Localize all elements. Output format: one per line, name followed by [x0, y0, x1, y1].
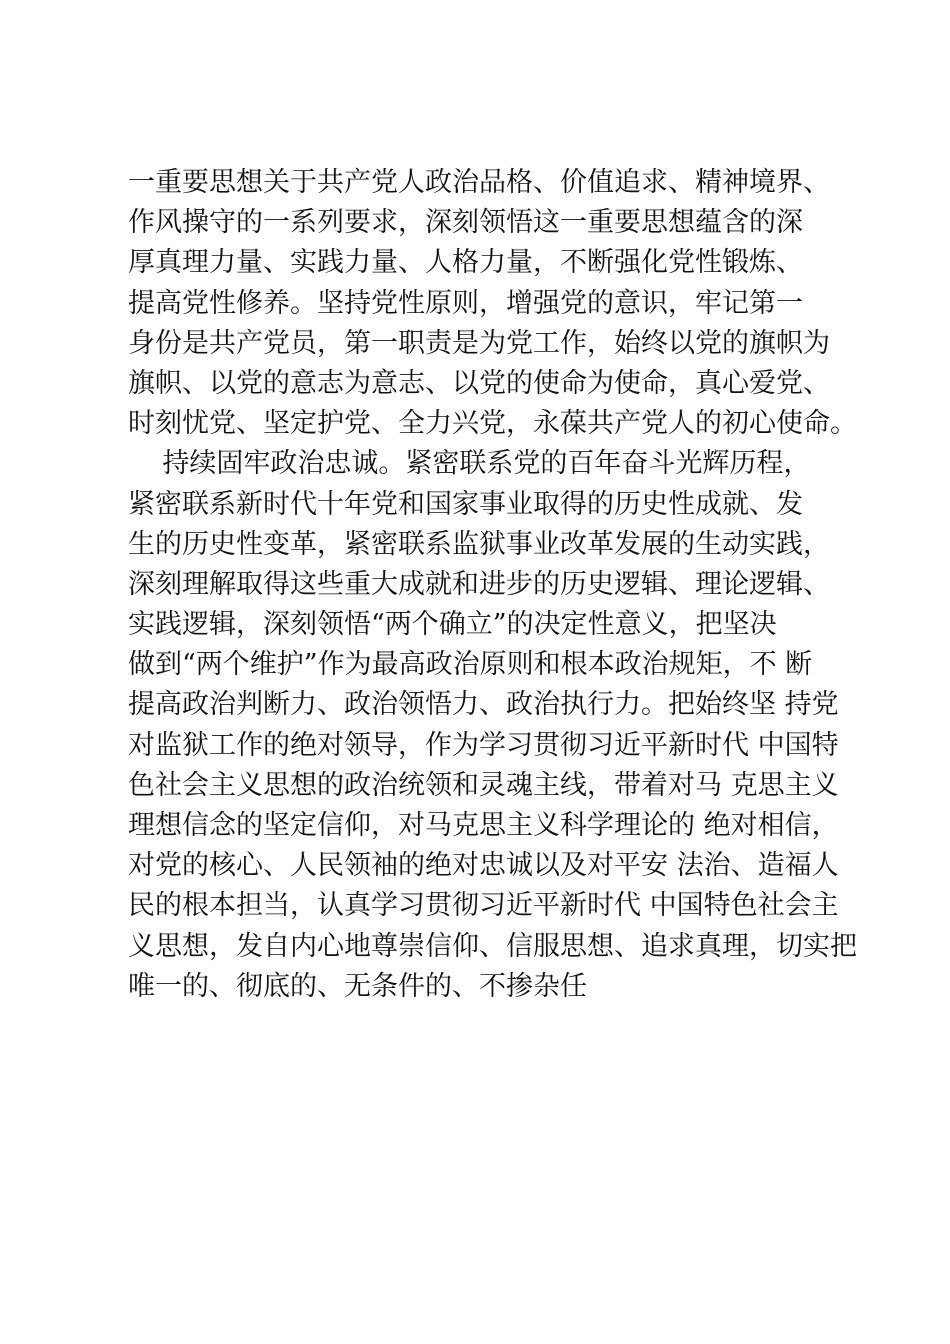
text-line: 作风操守的一系列要求，深刻领悟这一重要思想蕴含的深: [128, 207, 803, 239]
text-line: 厚真理力量、实践力量、人格力量，不断强化党性锻炼、: [128, 247, 803, 279]
text-line: 对党的核心、人民领袖的绝对忠诚以及对平安 法治、造福人: [128, 850, 839, 882]
text-line: 紧密联系新时代十年党和国家事业取得的历史性成就、发: [128, 488, 803, 520]
text-line: 旗帜、以党的意志为意志、以党的使命为使命，真心爱党、: [128, 367, 830, 399]
text-line: 民的根本担当，认真学习贯彻习近平新时代 中国特色社会主: [128, 890, 839, 922]
text-line: 提高政治判断力、政治领悟力、政治执行力。把始终坚 持党: [128, 689, 839, 721]
text-line: 提高党性修养。坚持党性原则，增强党的意识，牢记第一: [128, 287, 803, 319]
text-line: 生的历史性变革，紧密联系监狱事业改革发展的生动实践，: [128, 528, 830, 560]
text-line: 色社会主义思想的政治统领和灵魂主线，带着对马 克思主义: [128, 769, 839, 801]
text-line: 实践逻辑，深刻领悟“两个确立”的决定性意义，把坚决: [128, 609, 777, 641]
text-line: 唯一的、彻底的、无条件的、不掺杂任: [128, 970, 587, 1002]
text-line: 深刻理解取得这些重大成就和进步的历史逻辑、理论逻辑、: [128, 568, 830, 600]
text-line: 一重要思想关于共产党人政治品格、价值追求、精神境界、: [128, 167, 830, 198]
text-line: 持续固牢政治忠诚。紧密联系党的百年奋斗光辉历程，: [128, 448, 811, 480]
body-text: [128, 163, 868, 1007]
text-line: 时刻忧党、坚定护党、全力兴党，永葆共产党人的初心使命。: [128, 408, 857, 440]
text-line: 做到“两个维护”作为最高政治原则和根本政治规矩，不 断: [128, 649, 813, 681]
text-line: 身份是共产党员，第一职责是为党工作，始终以党的旗帜为: [128, 327, 830, 359]
text-line: 义思想，发自内心地尊崇信仰、信服思想、追求真理，切实把: [128, 930, 857, 962]
text-line: 对监狱工作的绝对领导，作为学习贯彻习近平新时代 中国特: [128, 729, 839, 761]
text-line: 理想信念的坚定信仰，对马克思主义科学理论的 绝对相信，: [128, 810, 839, 841]
